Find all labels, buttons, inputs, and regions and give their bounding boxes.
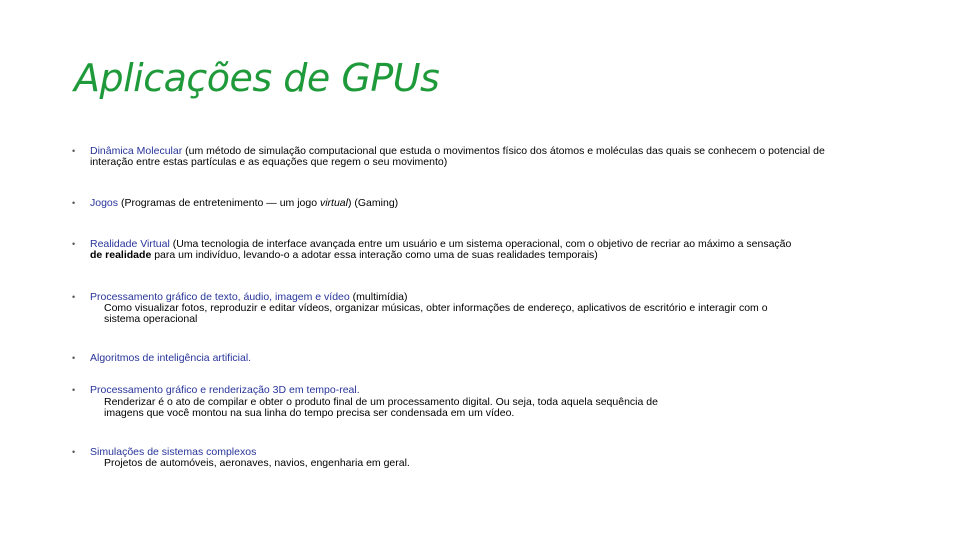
item-continuation: Como visualizar fotos, reproduzir e editar vídeos, organizar músicas, obter informações de endereço, aplicativos de escritório e interagir com o bbox=[104, 302, 768, 314]
item-description: (Programas de entretenimento — um jogo bbox=[118, 197, 320, 209]
item-continuation: interação entre estas partículas e as equações que regem o seu movimento) bbox=[90, 156, 448, 168]
item-heading: Dinâmica Molecular bbox=[90, 145, 183, 157]
item-line bbox=[90, 353, 251, 364]
item-continuation: Renderizar é o ato de compilar e obter o produto final de um processamento digital. Ou seja, toda aquela sequência de bbox=[104, 396, 658, 408]
bullet-icon: • bbox=[72, 198, 76, 208]
bullet-icon: • bbox=[72, 239, 76, 249]
bullet-icon: • bbox=[72, 385, 76, 395]
item-heading: Algoritmos de inteligência artificial. bbox=[90, 352, 252, 364]
bullet-icon: • bbox=[72, 447, 76, 457]
item-heading: Processamento gráfico de texto, áudio, imagem e vídeo bbox=[90, 291, 350, 303]
item-line bbox=[90, 198, 398, 209]
item-continuation: sistema operacional bbox=[104, 313, 198, 325]
item-heading: Processamento gráfico e renderização 3D em tempo-real. bbox=[90, 384, 360, 396]
item-description-italic: virtual bbox=[319, 197, 348, 209]
item-description-end: ) (Gaming) bbox=[347, 197, 399, 209]
item-bold-text: de realidade bbox=[90, 249, 152, 261]
item-continuation bbox=[90, 250, 598, 261]
item-continuation: imagens que você montou na sua linha do tempo precisa ser condensada em um vídeo. bbox=[104, 407, 515, 419]
item-continuation: Projetos de automóveis, aeronaves, navios, engenharia em geral. bbox=[104, 457, 410, 469]
item-continuation-text: para um indivíduo, levando-o a adotar essa interação como uma de suas realidades temporais) bbox=[151, 249, 598, 261]
item-description: (multimídia) bbox=[349, 291, 408, 303]
item-heading: Simulações de sistemas complexos bbox=[90, 446, 257, 458]
item-heading: Realidade Virtual bbox=[90, 238, 170, 250]
bullet-icon: • bbox=[72, 292, 76, 302]
item-heading: Jogos bbox=[90, 197, 119, 209]
item-line bbox=[90, 385, 360, 396]
item-description: (Uma tecnologia de interface avançada entre um usuário e um sistema operacional, com o objetivo de recriar ao máximo a sensação bbox=[169, 238, 792, 250]
bullet-icon: • bbox=[72, 353, 76, 363]
bullet-icon: • bbox=[72, 146, 76, 156]
item-description: (um método de simulação computacional que estuda o movimentos físico dos átomos e moléculas das quais se conhecem o potencial de bbox=[182, 145, 825, 157]
page-title: Aplicações de GPUs bbox=[74, 56, 440, 100]
